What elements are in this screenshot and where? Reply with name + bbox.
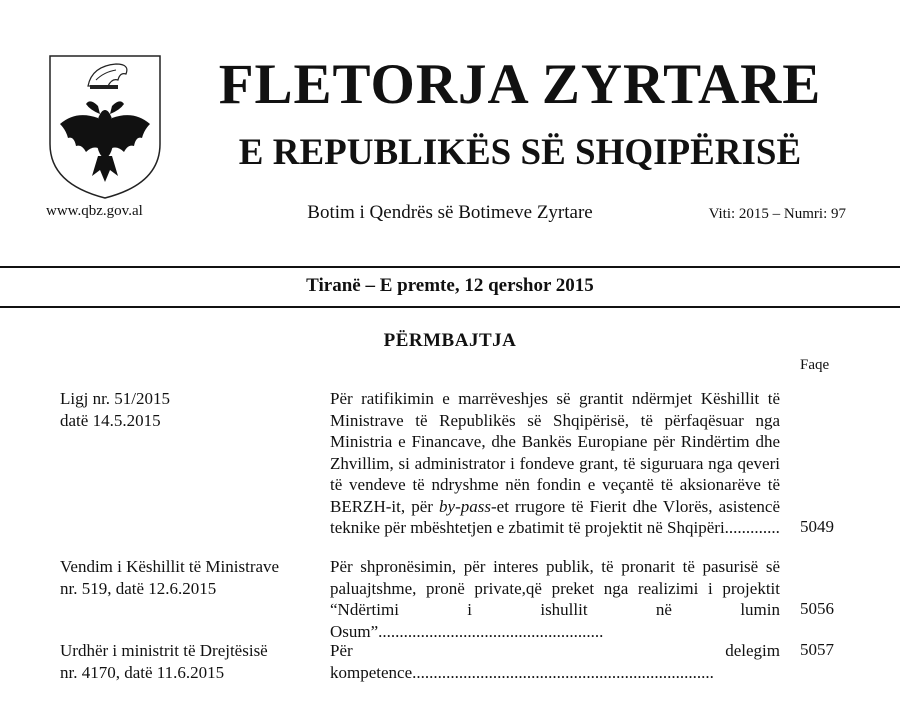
entry-text: Për shpronësimin, për interes publik, të pronarit të pasurisë së paluajtshme, pronë private,që preket nga realizimi i projektit “Ndërtimi i ishullit në lumin Osum” [330, 557, 780, 641]
leader-dots: ..................................................... [378, 621, 604, 641]
act-date: datë 14.5.2015 [60, 410, 161, 430]
contents-entry-act [60, 388, 310, 431]
entry-page-number: 5057 [800, 640, 834, 659]
act-date: nr. 4170, datë 11.6.2015 [60, 662, 225, 682]
issue-number: Viti: 2015 – Numri: 97 [708, 206, 846, 222]
contents-heading: PËRMBAJTJA [383, 330, 517, 351]
entry-page-number: 5056 [800, 599, 834, 618]
publication-subtitle: E REPUBLIKËS SË SHQIPËRISË [238, 132, 802, 173]
publisher-line: Botim i Qendrës së Botimeve Zyrtare [307, 202, 593, 223]
act-type: Urdhër i ministrit të Drejtësisë [60, 641, 268, 660]
page-column-heading: Faqe [800, 357, 830, 373]
header-divider-top [0, 266, 900, 268]
act-date: nr. 519, datë 12.6.2015 [60, 578, 217, 598]
leader-dots: ............. [724, 518, 780, 537]
contents-entry-act [60, 640, 310, 683]
leader-dots: ....................................................................... [412, 662, 714, 682]
entry-text-continued: -et rrugore të Fierit dhe Vlorës, asistencë teknike për mbështetjen e zbatimit të projektit në Shqipëri [330, 496, 780, 537]
entry-text: Për ratifikimin e marrëveshjes së grantit ndërmjet Këshillit të Ministrave të Republikës së Shqipërisë, të përfaqësuar nga Ministria e Financave, dhe Bankës Europiane për Rindërtim dhe Zhvillim, si administrator i fondeve grant, të siguruara nga qeveri të vendeve të ndryshme nën fondin e veçantë të aksionarëve të BERZH-it, për [330, 389, 780, 516]
contents-entry-description [330, 388, 780, 539]
contents-entry-act [60, 556, 310, 599]
entry-italic-term: by-pass [439, 496, 491, 516]
publication-title: FLETORJA ZYRTARE [218, 53, 822, 116]
website-url: www.qbz.gov.al [46, 203, 143, 219]
entry-page-number: 5049 [800, 517, 834, 536]
act-type: Vendim i Këshillit të Ministrave [60, 557, 280, 576]
contents-entry-description [330, 640, 780, 683]
entry-text: Për delegim kompetence [330, 641, 780, 682]
contents-entry-description [330, 556, 780, 642]
act-type: Ligj nr. 51/2015 [60, 389, 171, 408]
albanian-coat-of-arms-icon [46, 52, 164, 200]
header-divider-bottom [0, 306, 900, 308]
issue-date: Tiranë – E premte, 12 qershor 2015 [306, 275, 594, 296]
